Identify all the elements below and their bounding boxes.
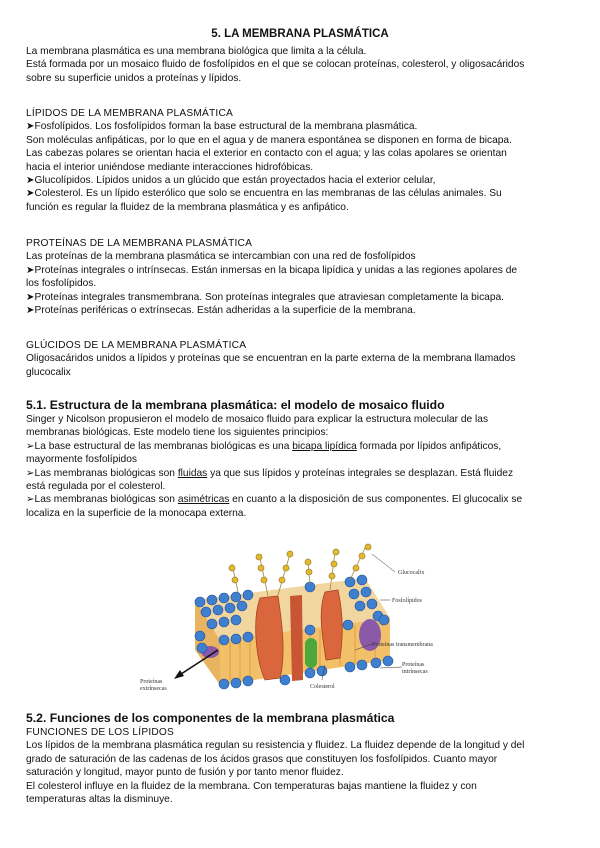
text-line [26,440,576,453]
text-span: ➢Las membranas biológicas son [26,494,178,506]
text-line: localiza en la superficie de la monocapa externa. [26,507,247,519]
text-line: los fosfolípidos. [26,278,97,290]
transmembrane-protein [321,590,342,660]
intro-paragraph [26,45,576,85]
text-line [26,467,576,480]
text-line: grado de saturación de las cadenas de los ácidos grasos que constituyen los fosfolípidos. Cuanto mayor [26,753,498,765]
text-line: Las proteínas de la membrana plasmática se intercambian con una red de fosfolípidos [26,251,416,263]
lipidos-heading: LÍPIDOS DE LA MEMBRANA PLASMÁTICA [26,108,234,119]
text-line: glucocalix [26,366,71,378]
funciones-lipidos-heading: FUNCIONES DE LOS LÍPIDOS [26,727,175,738]
underlined-term: fluidas [177,467,208,479]
label-perifericas-2: extrínsecas [140,686,167,692]
text-line [26,493,576,506]
text-line: Las cabezas polares se orientan hacia el exterior en contacto con el agua; y las colas apolares se orientan [26,148,507,160]
proteinas-heading: PROTEÍNAS DE LA MEMBRANA PLASMÁTICA [26,238,253,249]
text-span: ➢La base estructural de las membranas biológicas es una [26,440,293,452]
proteinas-section [26,237,576,317]
text-line: ➤Glucolípidos. Lípidos unidos a un glúcido que están proyectados hacia el exterior celular, [26,175,436,187]
text-line: membranas biológicas. Este modelo tiene los siguientes principios: [26,427,329,439]
label-perifericas-1: Proteínas [140,679,163,685]
intro-line: Está formada por un mosaico fluido de fosfolípidos en el que se colocan proteínas, colesterol, y oligosacáridos [26,59,525,71]
text-line: está regulada por el colesterol. [26,481,166,493]
underlined-term: asimétricas [177,494,230,506]
underlined-term: bicapa lipídica [292,440,357,452]
intro-line: sobre su superficie unidos a proteínas y lípidos. [26,72,242,84]
text-line: Singer y Nicolson propusieron el modelo de mosaico fluido para explicar la estructura molecular de las [26,414,489,425]
section-5-2-heading: 5.2. Funciones de los componentes de la membrana plasmática [26,711,395,725]
transmembrane-protein [290,595,303,681]
lipidos-section [26,107,576,214]
text-line: función es regular la fluidez de la membrana plasmática y es anfipático. [26,201,349,213]
text-line: saturación y longitud, mayor punto de fusión y por tanto menor fluidez. [26,767,344,779]
text-span: ya que sus lípidos y proteínas integrales se desplazan. Está fluidez [207,467,514,479]
text-line: temperaturas altas la disminuye. [26,794,173,806]
text-line: ➤Proteínas integrales o intrínsecas. Están inmersas en la bicapa lipídica y unidas a las regiones apolares de [26,264,518,276]
text-line: ➤Proteínas integrales transmembrana. Son proteínas integrales que atraviesan completamente la bicapa. [26,291,504,303]
intro-line: La membrana plasmática es una membrana biológica que limita a la célula. [26,46,367,57]
glucidos-section [26,339,576,379]
label-transmembrana: Proteínas transmembrana [372,642,433,648]
arrowhead [174,670,184,679]
section-5-1 [26,398,576,520]
text-span: formada por lípidos anfipáticos, [356,440,502,452]
section-5-2 [26,711,576,806]
text-span: ➢Las membranas biológicas son [26,467,178,479]
membrane-diagram [140,540,450,705]
text-line: hacia el interior uniéndose mediante interacciones hidrofóbicas. [26,161,314,173]
text-line: ➤Colesterol. Es un lípido esterólico que solo se encuentra en las membranas de las células animales. Su [26,188,502,200]
text-span: en cuanto a la disposición de sus componentes. El glucocalix se [229,494,523,506]
text-line: Son moléculas anfipáticas, por lo que en el agua y de manera espontánea se disponen en forma de bicapa. [26,134,512,146]
page-title: 5. LA MEMBRANA PLASMÁTICA [211,28,389,40]
label-colesterol: Colesterol [310,684,335,690]
text-line: ➤Fosfolípidos. Los fosfolípidos forman la base estructural de la membrana plasmática. [26,121,418,133]
label-glucocalix: Glucocalix [398,570,425,576]
label-intrinsecas-2: intrínsecas [402,669,428,675]
label-fosfolipidos: Fosfolípidos [392,598,423,604]
text-line: Oligosacáridos unidos a lípidos y proteínas que se encuentran en la parte externa de la membrana llamados [26,353,516,365]
integral-protein [305,638,317,668]
text-line: ➤Proteínas periféricas o extrínsecas. Están adheridas a la superficie de la membrana. [26,305,416,317]
text-line: El colesterol influye en la fluidez de la membrana. Con temperaturas bajas mantiene la fluidez y con [26,780,477,792]
glucidos-heading: GLÚCIDOS DE LA MEMBRANA PLASMÁTICA [26,340,247,351]
text-line: Los lípidos de la membrana plasmática regulan su resistencia y fluidez. La fluidez depende de la longitud y del [26,740,525,752]
text-line: mayormente fosfolípidos [26,454,137,466]
label-intrinsecas-1: Proteínas [402,662,425,668]
section-5-1-heading: 5.1. Estructura de la membrana plasmática: el modelo de mosaico fluido [26,398,445,412]
